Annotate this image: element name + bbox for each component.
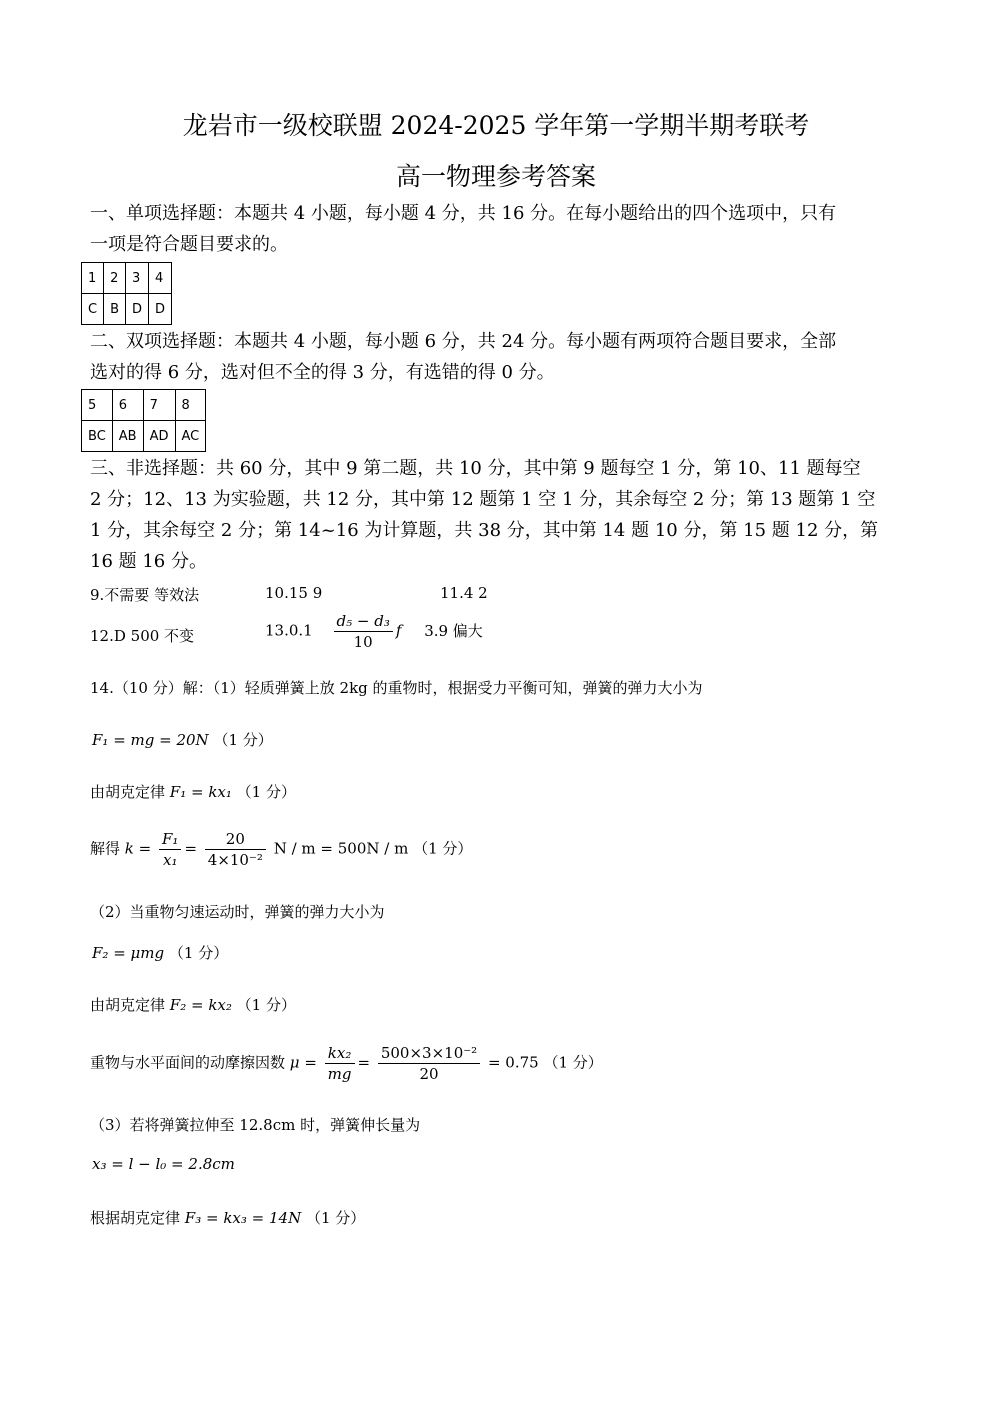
answer-13-rest: 3.9 偏大	[424, 621, 483, 640]
table-cell: 4	[149, 263, 172, 294]
section3-line1: 三、非选择题：共 60 分，其中 9 第二题，共 10 分，其中第 9 题每空 1 分，第 10、11 题每空	[90, 458, 861, 479]
answer-9: 9.不需要 等效法	[90, 586, 200, 604]
q14-hooke1-label: 由胡克定律	[90, 783, 166, 801]
answer-13-f: f	[395, 621, 402, 640]
q14-eq1: F₁ = mg = 20N	[92, 731, 209, 749]
score-label: （1 分）	[236, 996, 296, 1014]
table-cell: B	[104, 294, 126, 325]
table-cell: 2	[104, 263, 126, 294]
table-cell: AB	[112, 421, 143, 452]
q14-mu-label: 重物与水平面间的动摩擦因数	[90, 1053, 286, 1072]
answer-13	[265, 612, 483, 651]
doc-title: 龙岩市一级校联盟 2024-2025 学年第一学期半期考联考	[182, 111, 810, 140]
q14-solve-lhs: k =	[124, 839, 152, 858]
score-label: （1 分）	[413, 839, 473, 858]
q14-eq2: F₂ = μmg	[92, 944, 165, 962]
q14-solve-tail: N / m = 500N / m	[273, 839, 409, 858]
section1-line2: 一项是符合题目要求的。	[90, 234, 288, 255]
fraction-numerator: 20	[205, 830, 266, 850]
q14-eq1-line	[92, 729, 273, 750]
table-cell: D	[126, 294, 149, 325]
q14-solve-label: 解得	[90, 839, 121, 858]
section1-line1: 一、单项选择题：本题共 4 小题，每小题 4 分，共 16 分。在每小题给出的四个选项中，只有	[90, 203, 837, 224]
fraction-denominator: 10	[353, 633, 373, 651]
section2-line1: 二、双项选择题：本题共 4 小题，每小题 6 分，共 24 分。每小题有两项符合题目要求，全部	[90, 331, 837, 352]
q14-part2: （2）当重物匀速运动时，弹簧的弹力大小为	[90, 903, 385, 921]
q14-eq3-line	[92, 1155, 235, 1173]
answer-table-2	[81, 389, 206, 452]
answer-10: 10.15 9	[265, 584, 323, 602]
section3-line3: 1 分，其余每空 2 分；第 14~16 为计算题，共 38 分，其中第 14 题 10 分，第 15 题 12 分，第	[90, 520, 879, 541]
table-cell: C	[82, 294, 104, 325]
section2-line2: 选对的得 6 分，选对但不全的得 3 分，有选错的得 0 分。	[90, 362, 555, 383]
fraction-numerator: d₅ − d₃	[334, 612, 393, 632]
table-cell: 5	[82, 390, 113, 421]
fraction-denominator: 20	[419, 1065, 439, 1083]
table-row	[82, 390, 206, 421]
fraction-numerator: F₁	[159, 830, 181, 850]
doc-subtitle: 高一物理参考答案	[395, 162, 596, 191]
q14-solve-frac2	[205, 830, 266, 869]
answer-11: 11.4 2	[440, 584, 488, 602]
fraction-denominator: 4×10⁻²	[207, 851, 263, 869]
fraction-numerator: kx₂	[325, 1044, 355, 1064]
q14-mu-frac2	[378, 1044, 480, 1083]
answer-13-fraction	[334, 612, 393, 651]
table-row	[82, 294, 172, 325]
q14-solve-line: 解得 k = $\frac{\text{F₁}}{\text{x₁}}$ = $\frac{20}{\text{4×10⁻²}}$ N / m = 500N / m （1 分）	[90, 830, 473, 869]
answer-12: 12.D 500 不变	[90, 627, 195, 645]
q14-mu-frac1	[325, 1044, 355, 1083]
score-label: （1 分）	[305, 1209, 366, 1227]
table-cell: AC	[175, 421, 206, 452]
table-row	[82, 263, 172, 294]
section3-line4: 16 题 16 分。	[90, 551, 207, 572]
q14-eq3: x₃ = l − l₀ = 2.8cm	[92, 1155, 235, 1173]
table-cell: 7	[143, 390, 175, 421]
table-cell: AD	[143, 421, 175, 452]
table-cell: 8	[175, 390, 206, 421]
q14-hooke3-eq: F₃ = kx₃ = 14N	[184, 1209, 302, 1227]
q14-part3: （3）若将弹簧拉伸至 12.8cm 时，弹簧伸长量为	[90, 1116, 421, 1134]
answer-table-1	[81, 262, 172, 325]
q14-solve-frac1	[159, 830, 181, 869]
q14-mu-line: 重物与水平面间的动摩擦因数 μ = $\frac{\text{kx₂}}{mg}$ = $\frac{\text{500×3×10⁻²}}{20}$ = 0.75 （1 分）	[90, 1044, 603, 1083]
q14-hooke3-line	[90, 1207, 365, 1228]
q14-hooke2-line	[90, 994, 296, 1015]
fraction-numerator: 500×3×10⁻²	[378, 1044, 480, 1064]
q14-mu-tail: = 0.75	[487, 1053, 539, 1072]
table-cell: D	[149, 294, 172, 325]
answer-13-prefix: 13.0.1	[265, 621, 313, 640]
q14-hooke2-eq: F₂ = kx₂	[169, 996, 232, 1014]
q14-hooke2-label: 由胡克定律	[90, 996, 166, 1014]
table-cell: 3	[126, 263, 149, 294]
table-cell: BC	[82, 421, 113, 452]
q14-eq2-line	[92, 942, 228, 963]
section3-line2: 2 分；12、13 为实验题，共 12 分，其中第 12 题第 1 空 1 分，其余每空 2 分；第 13 题第 1 空	[90, 489, 876, 510]
q14-hooke1-line	[90, 781, 296, 802]
score-label: （1 分）	[236, 783, 296, 801]
fraction-denominator: x₁	[162, 851, 178, 869]
score-label: （1 分）	[213, 731, 273, 749]
score-label: （1 分）	[543, 1053, 603, 1072]
q14-hooke3-label: 根据胡克定律	[90, 1209, 181, 1227]
score-label: （1 分）	[168, 944, 229, 962]
q14-hooke1-eq: F₁ = kx₁	[169, 783, 232, 801]
fraction-denominator: mg	[327, 1065, 352, 1083]
q14-intro: 14.（10 分）解：（1）轻质弹簧上放 2kg 的重物时，根据受力平衡可知，弹簧的弹力大小为	[90, 679, 703, 697]
table-cell: 1	[82, 263, 104, 294]
q14-mu-lhs: μ =	[289, 1053, 317, 1072]
table-row	[82, 421, 206, 452]
table-cell: 6	[112, 390, 143, 421]
